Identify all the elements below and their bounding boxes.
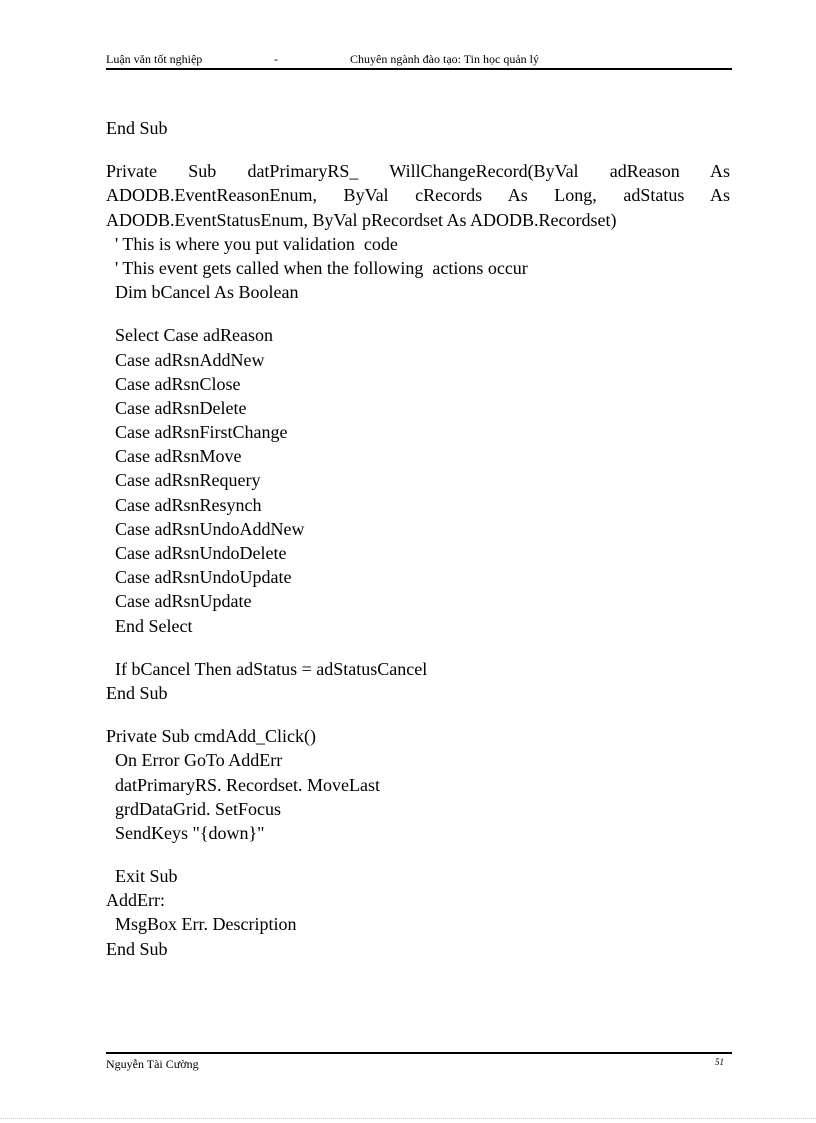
code-line: Exit Sub (115, 866, 178, 887)
code-comment: ' This is where you put validation code (115, 233, 398, 254)
code-line: On Error GoTo AddErr (115, 750, 283, 771)
code-listing (106, 116, 730, 961)
code-line: Case adRsnClose (115, 373, 241, 394)
header-major-label: Chuyên ngành đào tạo: Tin học quản lý (350, 52, 539, 66)
footer-rule (106, 1052, 732, 1054)
code-line: Private Sub cmdAdd_Click() (106, 726, 316, 747)
code-line: Case adRsnUndoAddNew (115, 518, 305, 539)
code-line: End Sub (106, 682, 168, 703)
page-bottom-divider (0, 1118, 816, 1119)
code-line: Case adRsnUpdate (115, 591, 252, 612)
code-line: End Sub (106, 938, 168, 959)
page-header (106, 52, 732, 68)
code-line: Case adRsnRequery (115, 470, 261, 491)
code-line: Select Case adReason (115, 325, 273, 346)
header-thesis-label: Luận văn tốt nghiệp (106, 52, 203, 66)
code-line: Case adRsnDelete (115, 397, 247, 418)
code-line: Case adRsnResynch (115, 494, 262, 515)
code-line: End Select (115, 615, 193, 636)
code-line: Case adRsnUndoUpdate (115, 567, 292, 588)
code-line: Case adRsnUndoDelete (115, 543, 287, 563)
code-line: MsgBox Err. Description (115, 914, 297, 935)
code-line: Case adRsnMove (115, 446, 242, 467)
code-line: SendKeys "{down}" (115, 822, 265, 843)
header-rule (106, 68, 732, 70)
code-line: datPrimaryRS. Recordset. MoveLast (115, 774, 380, 795)
code-line: Case adRsnFirstChange (115, 422, 288, 443)
code-line: grdDataGrid. SetFocus (115, 798, 281, 819)
code-line: Private Sub datPrimaryRS_ WillChangeRecord(ByVal adReason As (106, 161, 730, 182)
code-line: Case adRsnAddNew (115, 349, 265, 370)
footer-author: Nguyễn Tài Cường (106, 1057, 199, 1071)
code-comment: ' This event gets called when the following actions occur (115, 257, 528, 278)
code-line: End Sub (106, 118, 168, 138)
code-line: ADODB.EventReasonEnum, ByVal cRecords As Long, adStatus As (106, 185, 730, 206)
code-label: AddErr: (106, 890, 165, 911)
header-separator: - (274, 52, 278, 66)
code-line: If bCancel Then adStatus = adStatusCancel (115, 658, 428, 679)
page-number: 51 (715, 1057, 724, 1067)
code-line: ADODB.EventStatusEnum, ByVal pRecordset As ADODB.Recordset) (106, 209, 617, 230)
code-line: Dim bCancel As Boolean (115, 282, 299, 303)
